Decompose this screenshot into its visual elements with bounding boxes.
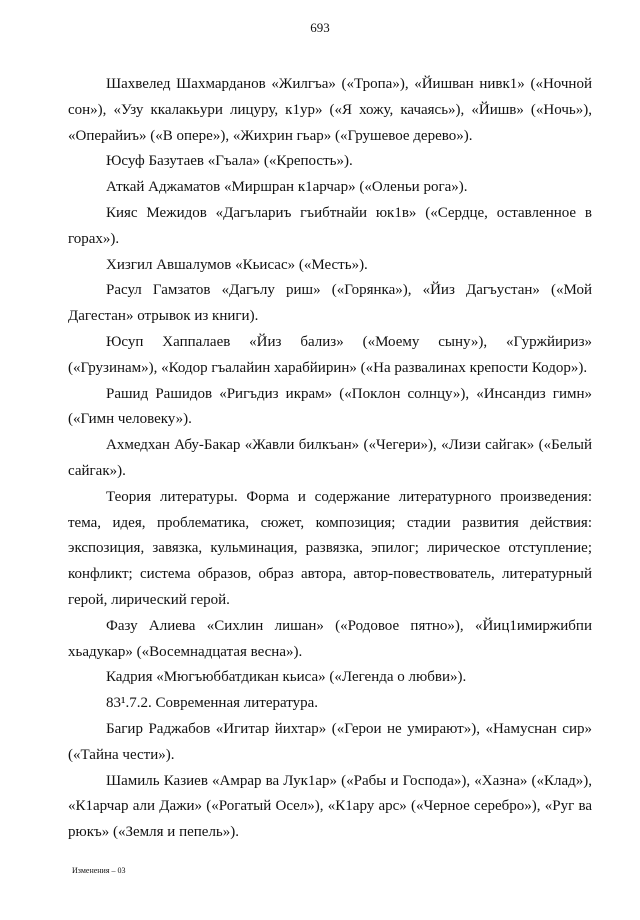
paragraph-khappalaev: Юсуп Хаппалаев «Йиз бализ» («Моему сыну»), «Гуржйириз» («Грузинам»), «Кодор гъалайин харабйирин» («На развалинах крепости Кодор»). xyxy=(68,333,592,376)
paragraph-rashidov: Рашид Рашидов «Ригъдиз икрам» («Поклон солнцу»), «Инсандиз гимн» («Гимн человеку»). xyxy=(68,385,592,428)
paragraph-gamzatov: Расул Гамзатов «Дагълу риш» («Горянка»), «Йиз Дагъустан» («Мой Дагестан» отрывок из книги). xyxy=(68,282,592,325)
paragraph-mezhidov: Кияс Межидов «Дагълариъ гъибтнайи юк1в» («Сердце, оставленное в горах»). xyxy=(68,204,592,247)
paragraph-shakhmardanov: Шахвелед Шахмарданов «Жилгъа» («Тропа»), «Йишван нивк1» («Ночной сон»), «Узу ккалакьури лицуру, к1ур» («Я хожу, качаясь»), «Йишв» («Ночь»), «Операйиъ» («В опере»), «Жихрин гьар» («Грушевое дерево»). xyxy=(68,76,592,144)
paragraph-adzhamatov: Аткай Аджаматов «Миршран к1арчар» («Оленьи рога»). xyxy=(106,179,468,196)
paragraph-avshalumov: Хизгил Авшалумов «Кьисас» («Месть»). xyxy=(106,256,368,273)
page-number: 693 xyxy=(310,20,330,35)
paragraph-kaziev: Шамиль Казиев «Амрар ва Лук1ар» («Рабы и Господа»), «Хазна» («Клад»), «К1арчар али Дажи» («Рогатый Осел»), «К1ару арс» («Черное серебро»), «Руг ва рюкъ» («Земля и пепель»). xyxy=(68,772,592,841)
paragraph-alieva: Фазу Алиева «Сихлин лишан» («Родовое пятно»), «Йиц1имиржибпи хьадукар» («Восемнадцатая весна»). xyxy=(68,617,592,660)
section-heading-modern-literature: 83¹.7.2. Современная литература. xyxy=(106,695,319,712)
paragraph-radzhabov: Багир Раджабов «Игитар йихтар» («Герои не умирают»), «Намуснан сир» («Тайна чести»). xyxy=(68,720,592,763)
paragraph-literary-theory: Теория литературы. Форма и содержание литературного произведения: тема, идея, проблематика, сюжет, композиция; стадии развития действия: экспозиция, завязка, кульминация, развязка, эпилог; лирическое отступление; конфликт; система образов, образ автора, автор-повествователь, литературный герой, лирический герой. xyxy=(68,488,592,608)
document-body xyxy=(68,72,592,846)
revision-footer: Изменения – 03 xyxy=(72,866,126,875)
paragraph-bazutaev: Юсуф Базутаев «Гъала» («Крепость»). xyxy=(106,153,353,170)
paragraph-abu-bakar: Ахмедхан Абу-Бакар «Жавли билкъан» («Чегери»), «Лизи сайгак» («Белый сайгак»). xyxy=(68,437,592,479)
paragraph-kadriya: Кадрия «Мюгъюббатдикан кьиса» («Легенда о любви»). xyxy=(106,669,467,686)
